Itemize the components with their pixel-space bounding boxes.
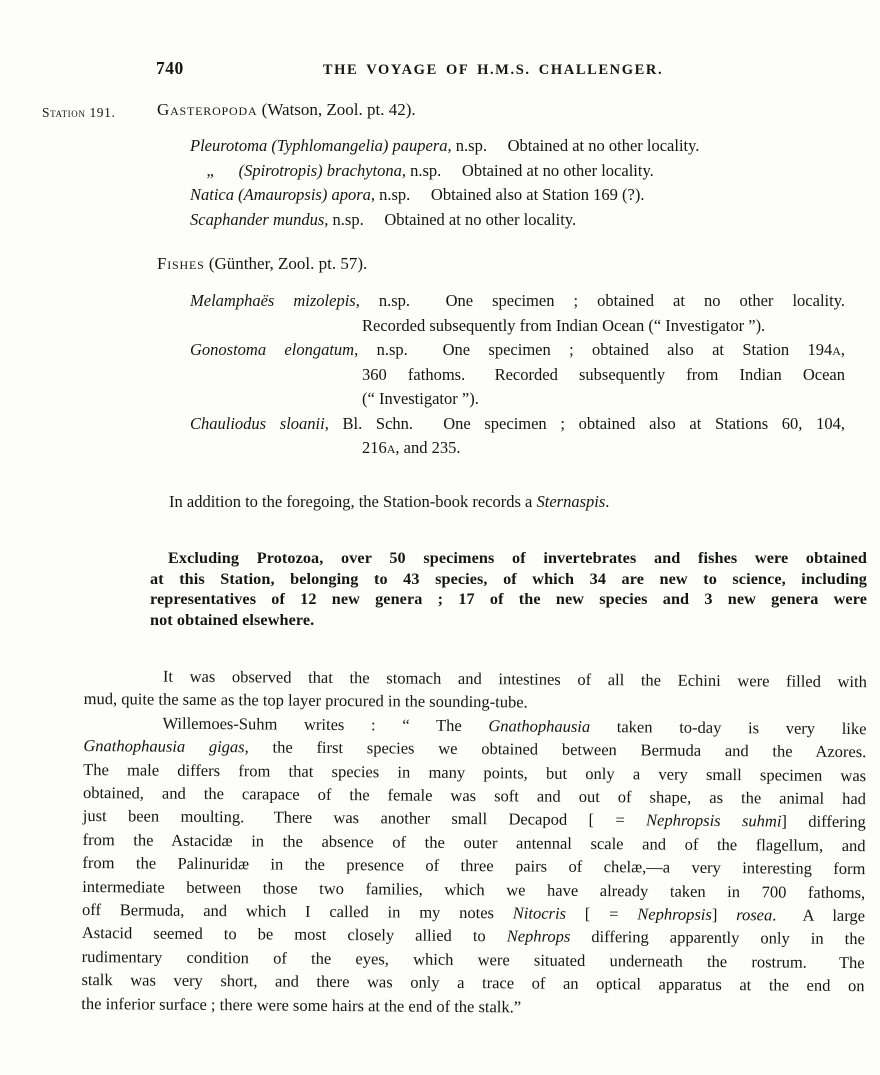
text-segment: , n.sp. One specimen ; obtained at no other locality. [355, 291, 845, 310]
species-name-italic: Pleurotoma (Typhlomangelia) paupera [190, 136, 448, 155]
text-line [362, 314, 845, 339]
text-segment: from the Palinuridæ in the presence of three pairs of chelæ,—a very interesting form [82, 853, 866, 879]
text-segment: 216 [362, 438, 387, 457]
section-heading-gasteropoda-name: Gasteropoda [157, 100, 258, 119]
species-name-italic: Natica (Amauropsis) apora [190, 185, 371, 204]
text-segment: 360 fathoms. Recorded subsequently from Indian Ocean [362, 364, 845, 384]
species-name-italic: Nephropsis [637, 904, 712, 925]
running-title: THE VOYAGE OF H.M.S. CHALLENGER. [322, 62, 664, 78]
species-name-italic: Gnathophausia [488, 715, 591, 736]
running-title-wrap [106, 61, 880, 79]
text-segment: , n.sp. Obtained at no other locality. [447, 136, 700, 155]
text-line [362, 387, 845, 412]
species-name-italic: Melamphaës mizolepis [190, 291, 356, 310]
species-name-italic: Gnathophausia gigas [83, 736, 245, 757]
text-segment: representatives of 12 new genera ; 17 of the new species and 3 new genera were [150, 590, 867, 609]
text-segment: taken to-day is very like [590, 716, 867, 738]
text-segment: Astacid seemed to be most closely allied to [81, 923, 507, 946]
text-segment: at this Station, belonging to 43 species, of which 34 are new to science, including [150, 569, 867, 588]
text-line [150, 569, 867, 590]
species-name-italic: rosea [736, 905, 773, 925]
species-name-italic: Chauliodus sloanii [190, 413, 325, 433]
addition-paragraph [156, 490, 856, 514]
species-name-italic: Nitocris [512, 903, 567, 923]
text-segment: Willemoes-Suhm writes : “ The [162, 713, 489, 735]
section-heading-fishes-citation: (Günther, Zool. pt. 57). [204, 254, 368, 273]
text-segment: ] differing [781, 811, 866, 832]
text-line [190, 412, 845, 437]
gasteropoda-species-list [190, 134, 845, 232]
text-line [362, 363, 845, 388]
text-segment: Excluding Protozoa, over 50 specimens of invertebrates and fishes were obtained [168, 549, 867, 567]
text-segment: . A large [772, 905, 866, 926]
text-segment: obtained, and the carapace of the female was soft and out of shape, as the animal had [82, 783, 867, 809]
species-name-italic: Nephrops [506, 926, 571, 947]
text-segment: , n.sp. One specimen ; obtained also at Station 194 [354, 340, 833, 359]
species-name-italic: Gonostoma elongatum [190, 340, 355, 359]
text-segment: (“ Investigator ”). [362, 389, 479, 408]
text-segment: In addition to the foregoing, the Station-book records a [169, 492, 537, 511]
text-segment: rudimentary condition of the eyes, which were situated underneath the rostrum. The [81, 946, 865, 973]
text-segment: It was observed that the stomach and intestines of all the Echini were filled with [162, 666, 867, 692]
text-segment: , n.sp. Obtained at no other locality. [324, 209, 577, 229]
text-segment: intermediate between those two families, which we have already taken in 700 fathoms, [82, 876, 866, 902]
text-segment: stalk was very short, and there was only a trace of an optical apparatus at the end on [81, 970, 865, 996]
text-line [190, 183, 845, 208]
text-line [190, 289, 845, 314]
summary-paragraph [150, 548, 867, 630]
fishes-species-list [190, 289, 845, 461]
text-line [150, 589, 867, 610]
species-name-italic: Scaphander mundus [190, 209, 325, 229]
section-heading-gasteropoda-citation: (Watson, Zool. pt. 42). [257, 100, 416, 119]
text-line [190, 338, 845, 363]
text-segment: differing apparently only in the [570, 927, 865, 949]
text-segment: , Bl. Schn. One specimen ; obtained also at Stations 60, 104, [324, 413, 845, 433]
page-number: 740 [156, 58, 184, 78]
species-name-italic: (Spirotropis) brachytona [238, 160, 402, 180]
text-segment: a [832, 340, 841, 359]
text-segment: . [605, 492, 610, 511]
text-line [150, 610, 867, 631]
text-segment: , n.sp. Obtained at no other locality. [401, 160, 654, 180]
text-segment: just been moulting. There was another small Decapod [ = [82, 806, 647, 830]
text-segment: , [840, 340, 845, 359]
text-segment: , n.sp. Obtained also at Station 169 (?). [370, 185, 645, 204]
species-name-italic: Nephropsis suhmi [646, 810, 782, 831]
text-segment: , and 235. [395, 438, 461, 457]
text-segment: not obtained elsewhere. [150, 610, 315, 629]
text-line [190, 208, 845, 233]
text-segment: off Bermuda, and which I called in my notes [81, 900, 513, 923]
species-name-italic: Sternaspis [536, 492, 606, 511]
notes-paragraph [81, 664, 867, 1021]
text-segment: mud, quite the same as the top layer procured in the sounding-tube. [83, 689, 528, 712]
text-segment: ] [711, 905, 737, 925]
text-line [150, 548, 867, 569]
section-heading-fishes-name: Fishes [157, 254, 205, 273]
text-segment: „ [190, 160, 239, 180]
text-line [190, 134, 845, 159]
text-segment: , the first species we obtained between Bermuda and the Azores. [244, 737, 867, 762]
text-segment: Recorded subsequently from Indian Ocean (“ Investigator ”). [362, 315, 766, 335]
text-segment: The male differs from that species in many points, but only a very small specimen was [83, 759, 867, 785]
text-segment: the inferior surface ; there were some hairs at the end of the stalk.” [81, 993, 522, 1017]
text-line [190, 159, 845, 184]
margin-note-station: Station 191. [42, 105, 116, 120]
text-segment: from the Astacidæ in the absence of the outer antennal scale and of the flagellum, and [82, 829, 866, 855]
section-heading-fishes [157, 254, 367, 274]
text-line [362, 436, 845, 461]
section-heading-gasteropoda [157, 100, 416, 120]
text-segment: a [386, 438, 396, 457]
text-segment: [ = [565, 903, 638, 924]
